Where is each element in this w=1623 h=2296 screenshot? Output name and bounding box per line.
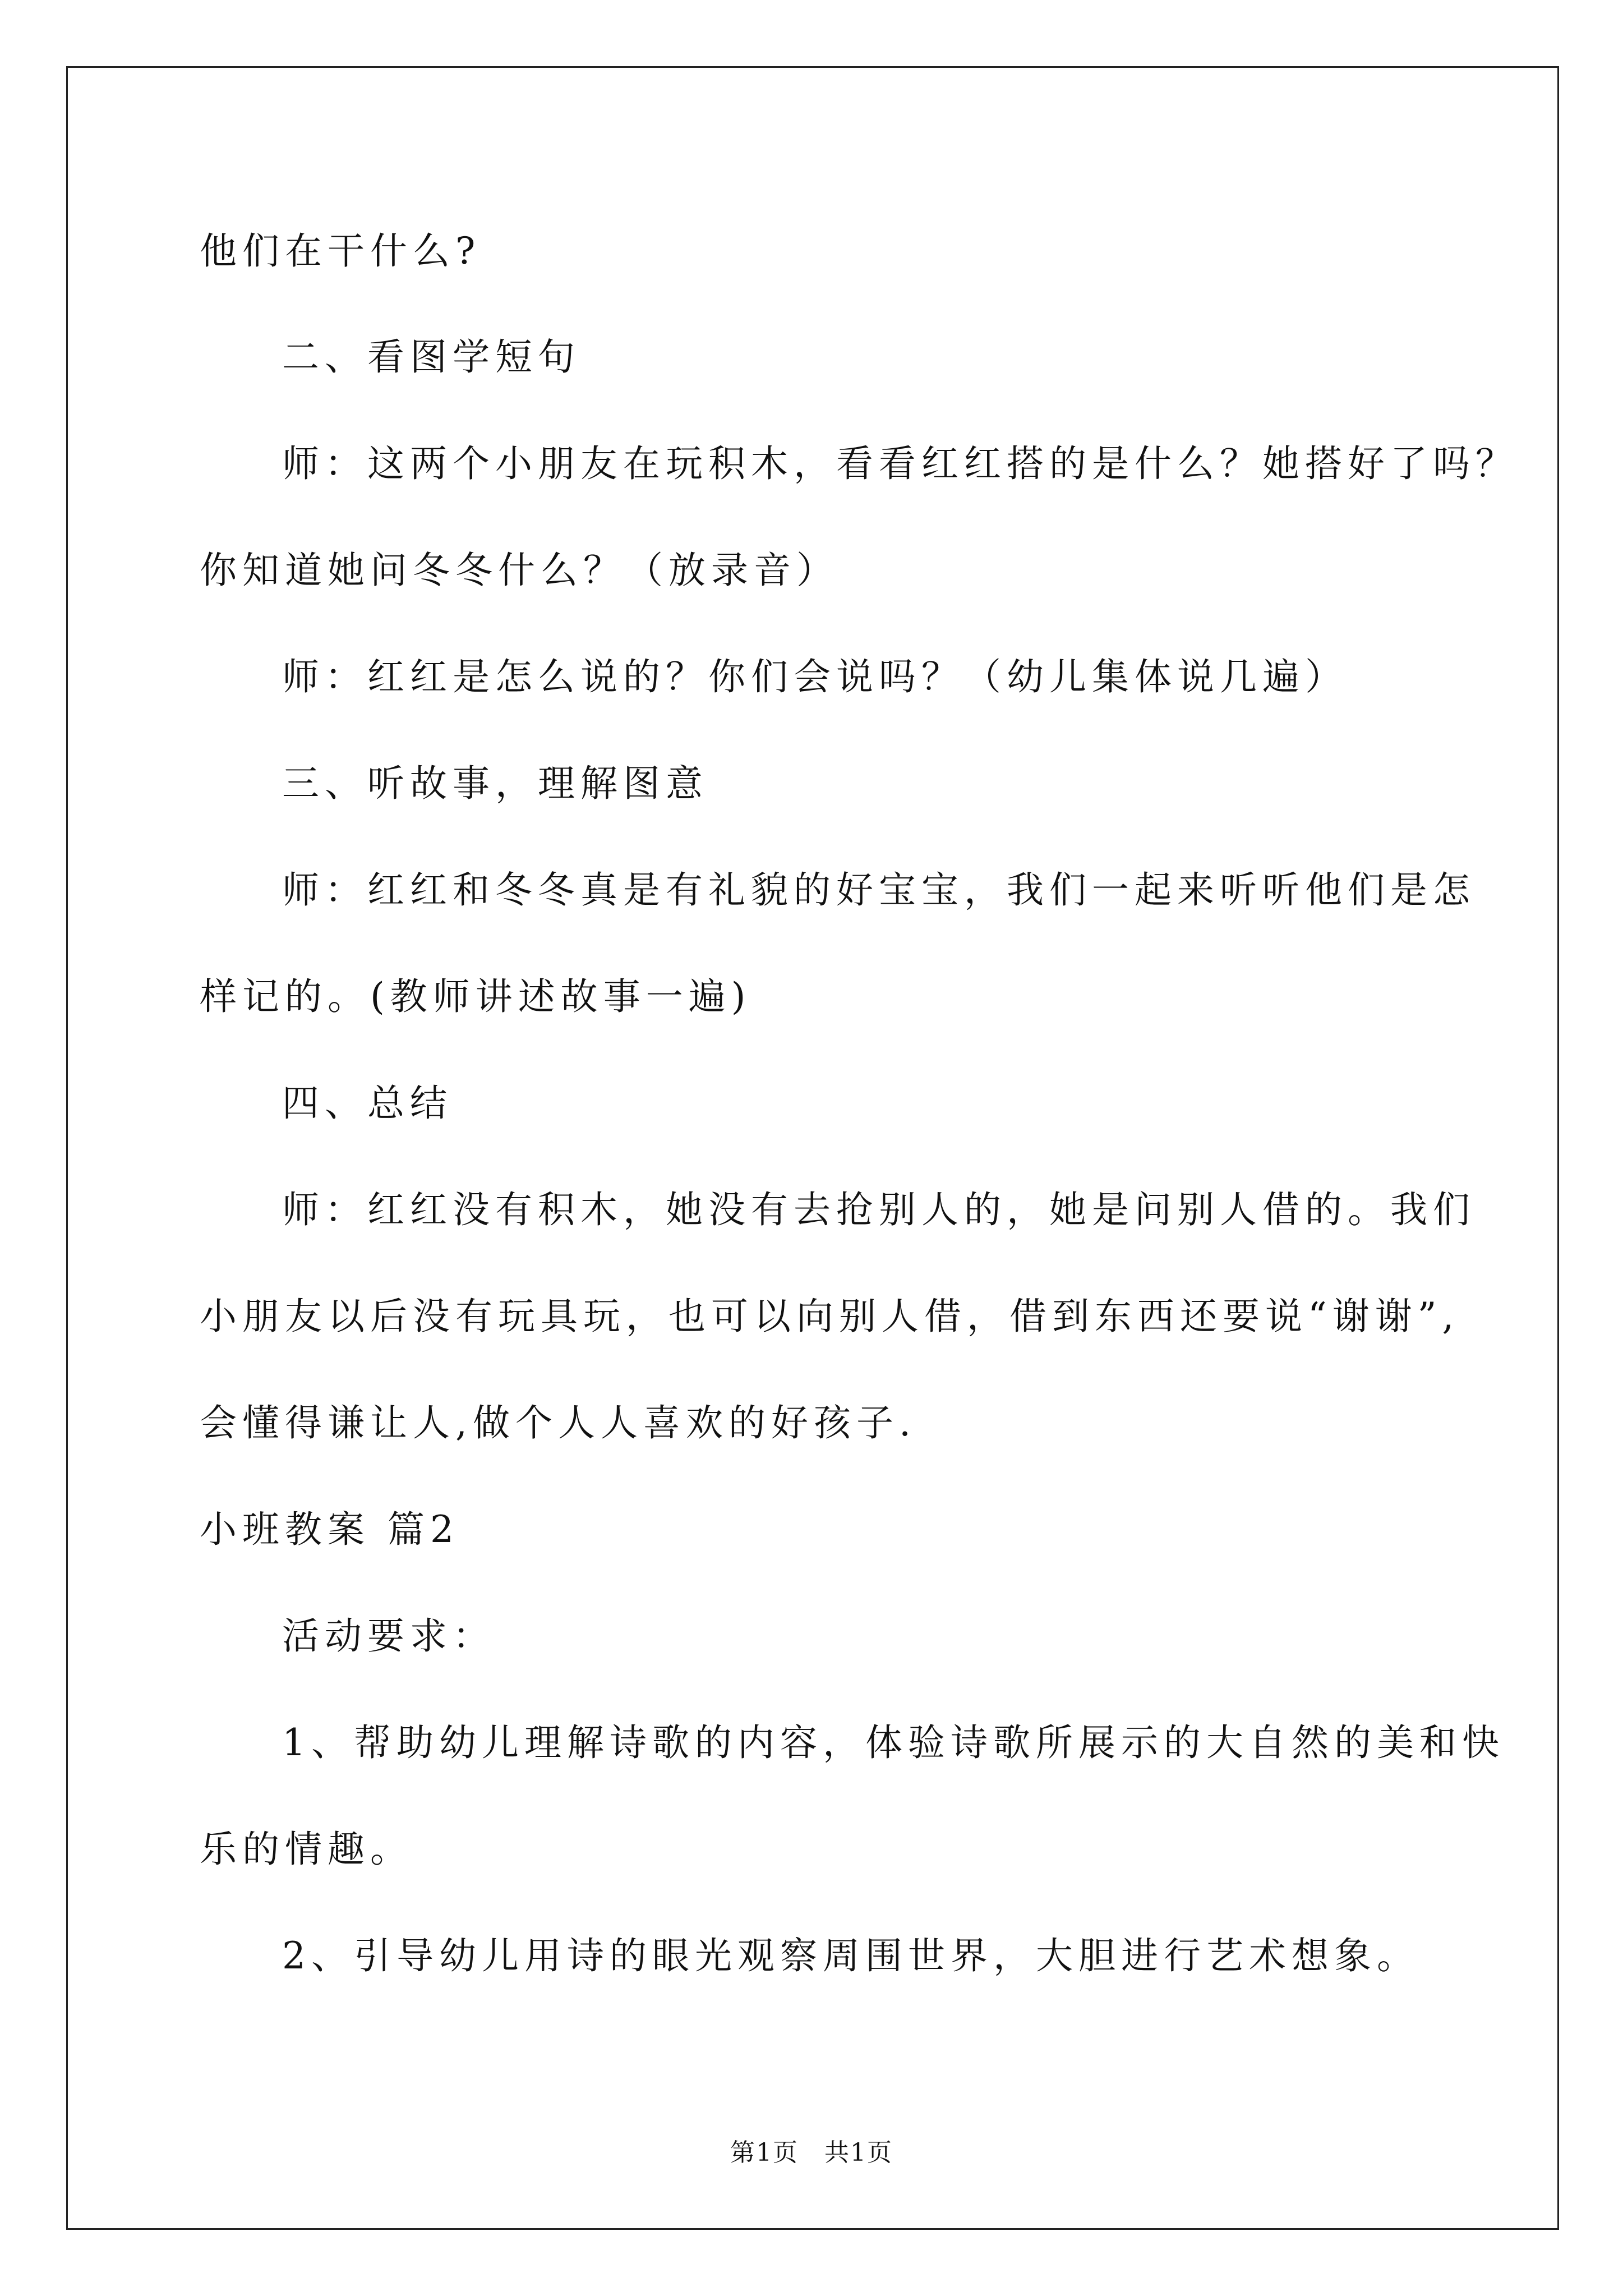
paragraph-line-10: 师：红红没有积木，她没有去抢别人的，她是问别人借的。我们	[282, 1188, 1476, 1231]
requirement-2: 2、引导幼儿用诗的眼光观察周围世界，大胆进行艺术想象。	[282, 1934, 1419, 1977]
activity-requirements-heading: 活动要求：	[282, 1614, 495, 1658]
requirement-1-line-1: 1、帮助幼儿理解诗歌的内容，体验诗歌所展示的大自然的美和快	[282, 1721, 1505, 1764]
section-heading-2: 二、看图学短句	[282, 335, 580, 379]
paragraph-line-5: 师：红红是怎么说的？你们会说吗？（幼儿集体说几遍）	[282, 655, 1348, 698]
text-line-1: 他们在干什么?	[200, 229, 481, 273]
paragraph-line-8: 样记的。(教师讲述故事一遍)	[200, 975, 751, 1018]
section-heading-3: 三、听故事，理解图意	[282, 762, 708, 805]
paragraph-line-3: 师：这两个小朋友在玩积木，看看红红搭的是什么？她搭好了吗？	[282, 442, 1518, 485]
paragraph-line-11: 小朋友以后没有玩具玩，也可以向别人借，借到东西还要说“谢谢”,	[200, 1295, 1460, 1338]
section-heading-4: 四、总结	[282, 1082, 453, 1125]
paragraph-line-12: 会懂得谦让人,做个人人喜欢的好孩子.	[200, 1401, 916, 1444]
page-border	[66, 66, 1559, 2230]
page-footer: 第1页 共1页	[730, 2138, 893, 2167]
paragraph-line-4: 你知道她问冬冬什么？（放录音）	[200, 549, 839, 592]
lesson-plan-title: 小班教案 篇2	[200, 1508, 459, 1551]
paragraph-line-7: 师：红红和冬冬真是有礼貌的好宝宝，我们一起来听听他们是怎	[282, 868, 1476, 912]
requirement-1-line-2: 乐的情趣。	[200, 1828, 413, 1871]
